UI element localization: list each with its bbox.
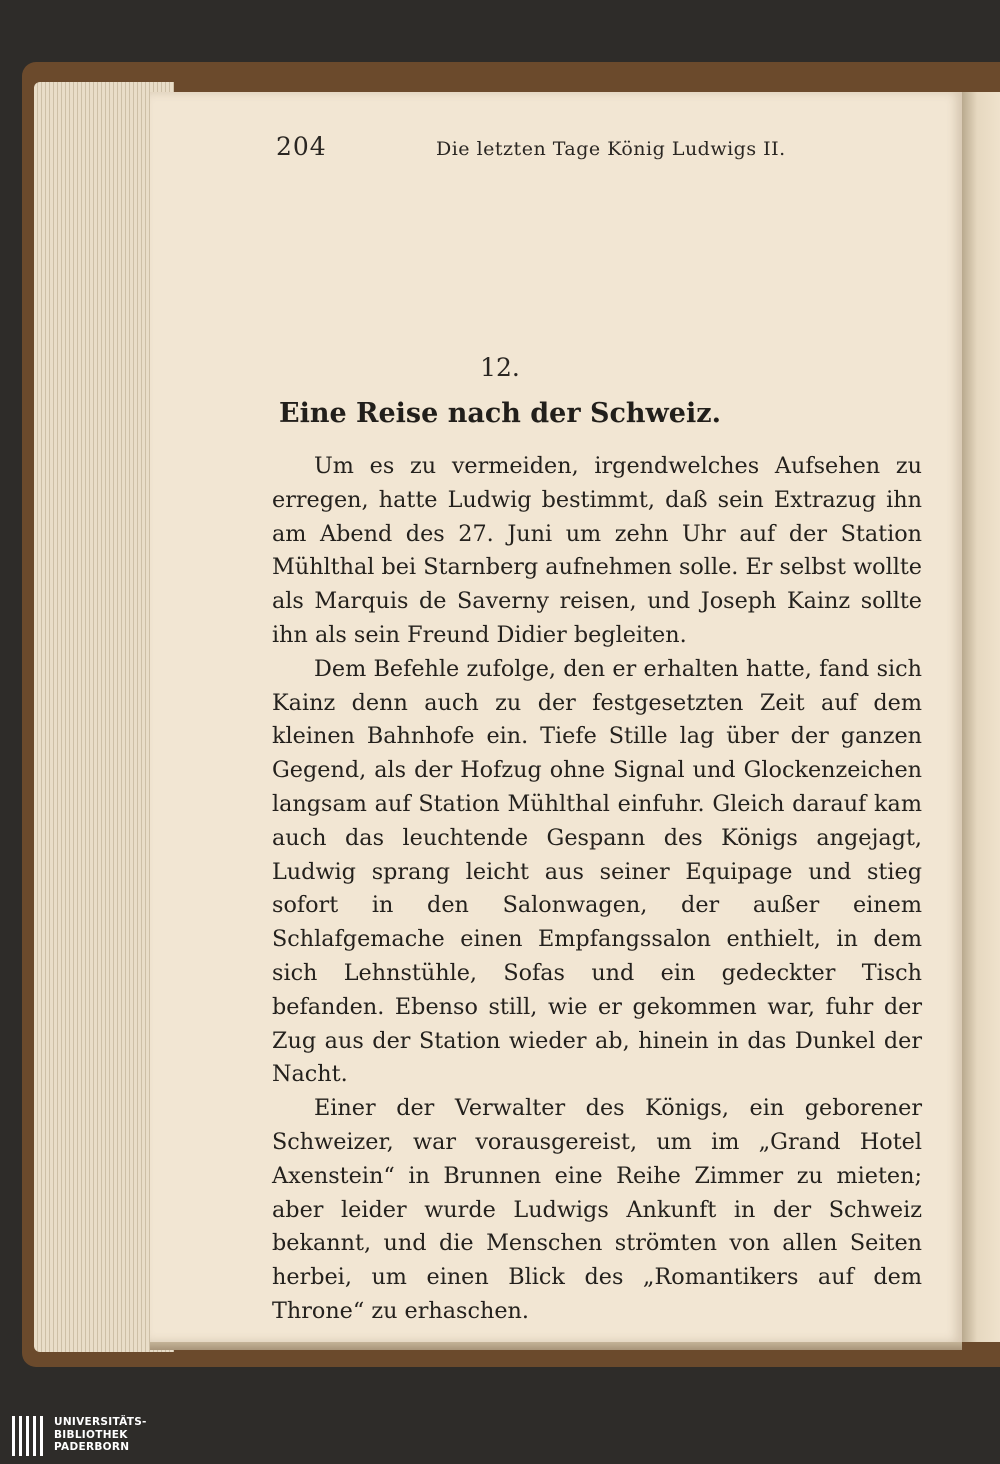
running-title: Die letzten Tage König Ludwigs II.	[436, 138, 786, 160]
paragraph: Dem Befehle zufolge, den er erhalten hatte, fand sich Kainz denn auch zu der festgesetzten Zeit auf dem kleinen Bahnhofe ein. Tiefe Stille lag über der ganzen Gegend, als der Hofzug ohne Signal und Glockenzeichen langsam auf Station Mühlthal einfuhr. Gleich darauf kam auch das leuchtende Gespann des Königs angejagt, Ludwig sprang leicht aus seiner Equipage und stieg sofort in den Salonwagen, der außer einem Schlafgemache einen Empfangssalon enthielt, in dem sich Lehnstühle, Sofas und ein gedeckter Tisch befanden. Ebenso still, wie er gekommen war, fuhr der Zug aus der Station wieder ab, hinein in das Dunkel der Nacht.	[272, 655, 922, 1088]
facing-page-edge	[962, 92, 1000, 1342]
page-number: 204	[276, 132, 327, 161]
chapter-title: Eine Reise nach der Schweiz.	[279, 398, 721, 429]
paragraph: Einer der Verwalter des Königs, ein geborener Schweizer, war vorausgereist, um im „Grand Hotel Axenstein“ in Brunnen eine Reihe Zimmer zu mieten; aber leider wurde Ludwigs Ankunft in der Schweiz bekannt, und die Menschen strömten von allen Seiten herbei, um einen Blick des „Romantikers auf dem Throne“ zu erhaschen.	[272, 1095, 922, 1324]
page-header	[276, 132, 936, 172]
body-text	[272, 450, 922, 1329]
paragraph: Um es zu vermeiden, irgendwelches Aufsehen zu erregen, hatte Ludwig bestimmt, daß sein Extrazug ihn am Abend des 27. Juni um zehn Uhr auf der Station Mühlthal bei Starnberg aufnehmen solle. Er selbst wollte als Marquis de Saverny reisen, und Joseph Kainz sollte ihn als sein Freund Didier begleiten.	[272, 453, 922, 648]
library-logo-icon	[10, 1416, 50, 1456]
library-logo	[10, 1416, 210, 1456]
chapter-number: 12.	[480, 353, 520, 382]
library-logo-text: UNIVERSITÄTS- BIBLIOTHEK PADERBORN	[54, 1416, 147, 1453]
